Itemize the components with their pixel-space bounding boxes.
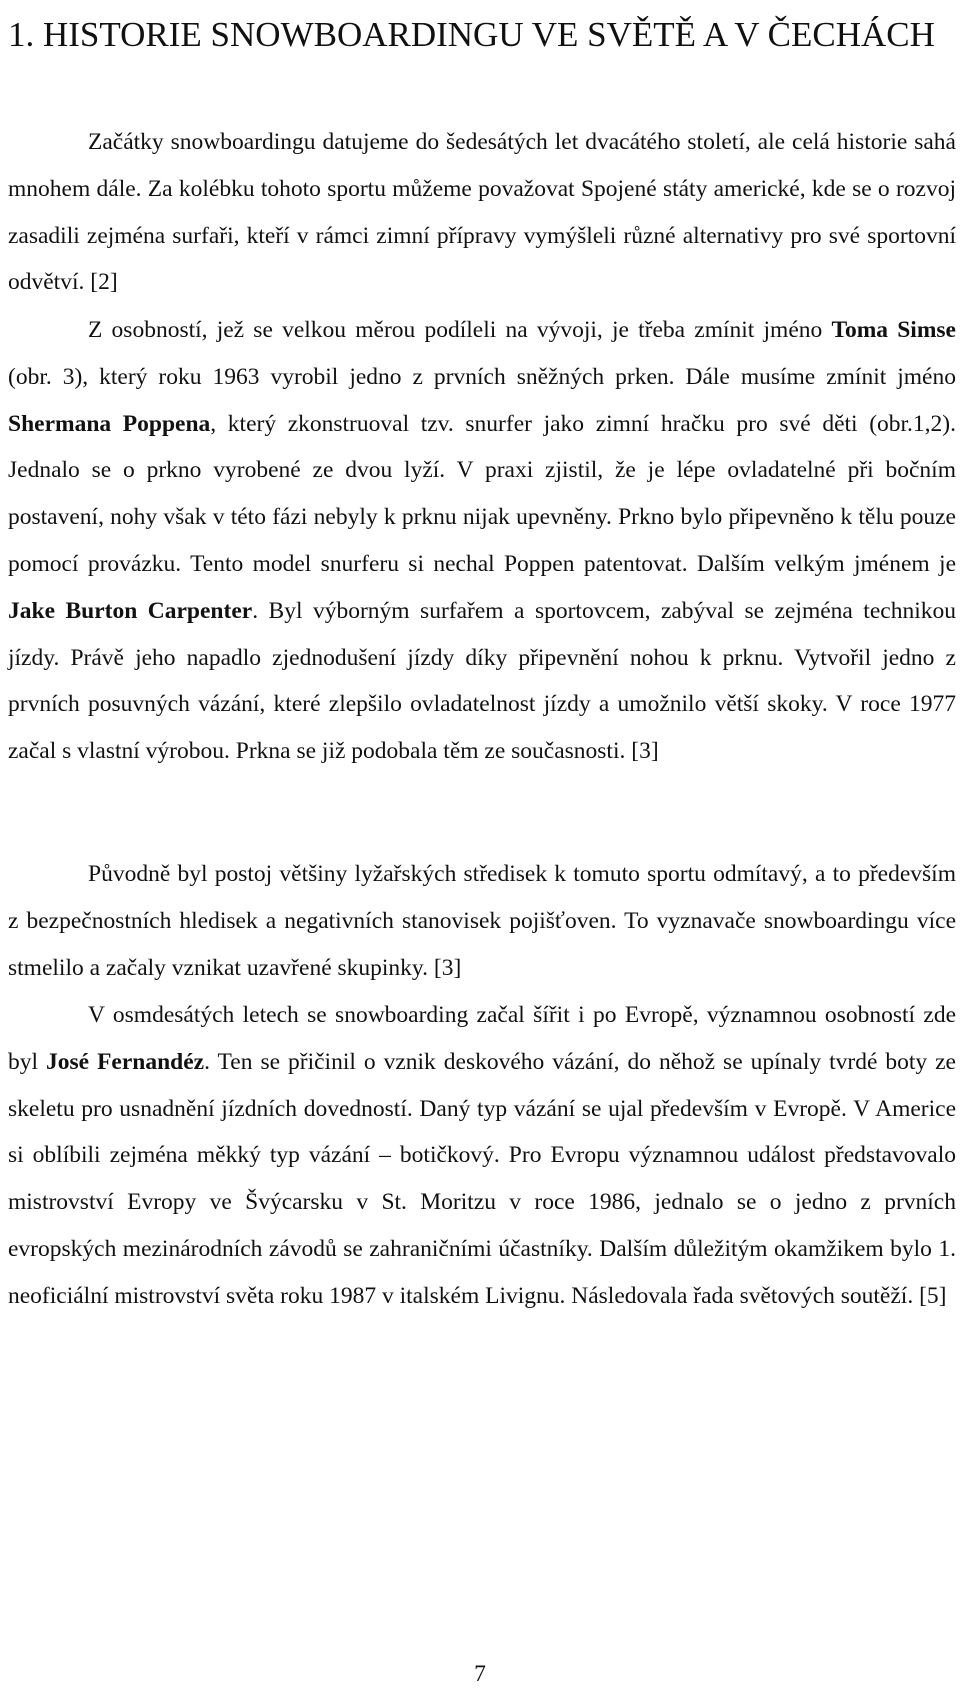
- person-name-jake-burton-carpenter: Jake Burton Carpenter: [8, 597, 253, 624]
- paragraph-personalities: [8, 307, 956, 775]
- paragraph-text: . Byl výborným surfařem a sportovcem, zabýval se zejména technikou jízdy. Právě jeho napadlo zjednodušení jízdy díky připevnění nohou k prknu. Vytvořil jedno z prvních posuvných vázání, které zlepšilo ovladatelnost jízdy a umožnilo větší skoky. V roce 1977 začal s vlastní výrobou. Prkna se již podobala těm ze současnosti. [3]: [8, 597, 956, 765]
- person-name-sherman-poppen: Shermana Poppena: [8, 410, 211, 437]
- paragraph-text: Začátky snowboardingu datujeme do šedesátých let dvacátého století, ale celá historie sahá mnohem dále. Za kolébku tohoto sportu můžeme považovat Spojené státy americké, kde se o rozvoj zasadili zejména surfaři, kteří v rámci zimní přípravy vymýšleli různé alternativy pro své sportovní odvětví. [2]: [8, 129, 956, 296]
- person-name-toma-simse: Toma Simse: [831, 317, 956, 343]
- paragraph-text: V osmdesátých letech se snowboarding začal šířit i po Evropě, významnou osobností zde byl: [8, 1002, 956, 1075]
- paragraph-text: . Ten se přičinil o vznik deskového vázání, do něhož se upínaly tvrdé boty ze skeletu pro usnadnění jízdních dovedností. Daný typ vázání se ujal především v Evropě. V Americe si oblíbili zejména měkký typ vázání – botičkový. Pro Evropu významnou událost představovalo mistrovství Evropy ve Švýcarsku v St. Moritzu v roce 1986, jednalo se o jedno z prvních evropských mezinárodních závodů se zahraničními účastníky. Dalším důležitým okamžikem bylo 1. neoficiální mistrovství světa roku 1987 v italském Livignu. Následovala řada světových soutěží. [5]: [8, 1048, 956, 1309]
- paragraph-resorts-attitude: [8, 851, 956, 991]
- paragraph-text: (obr. 3), který roku 1963 vyrobil jedno z prvních sněžných prken. Dále musíme zmínit jméno: [8, 363, 956, 390]
- chapter-title: 1. HISTORIE SNOWBOARDINGU VE SVĚTĚ A V ČECHÁCH: [8, 15, 935, 54]
- page-number: 7: [474, 1661, 486, 1687]
- paragraph-origins: [8, 119, 956, 306]
- paragraph-europe: [8, 992, 956, 1320]
- person-name-jose-fernandez: José Fernandéz: [46, 1048, 205, 1075]
- paragraph-text: Původně byl postoj většiny lyžařských středisek k tomuto sportu odmítavý, a to především z bezpečnostních hledisek a negativních stanovisek pojišťoven. To vyznavače snowboardingu více stmelilo a začaly vznikat uzavřené skupinky. [3]: [8, 861, 956, 981]
- paragraph-text: Z osobností, jež se velkou měrou podíleli na vývoji, je třeba zmínit jméno: [88, 317, 832, 343]
- paragraph-text: , který zkonstruoval tzv. snurfer jako zimní hračku pro své děti (obr.1,2). Jednalo se o prkno vyrobené ze dvou lyží. V praxi zjistil, že je lépe ovladatelné při bočním postavení, nohy však v této fázi nebyly k prknu nijak upevněny. Prkno bylo připevněno k tělu pouze pomocí provázku. Tento model snurferu si nechal Poppen patentovat. Dalším velkým jménem je: [8, 410, 956, 577]
